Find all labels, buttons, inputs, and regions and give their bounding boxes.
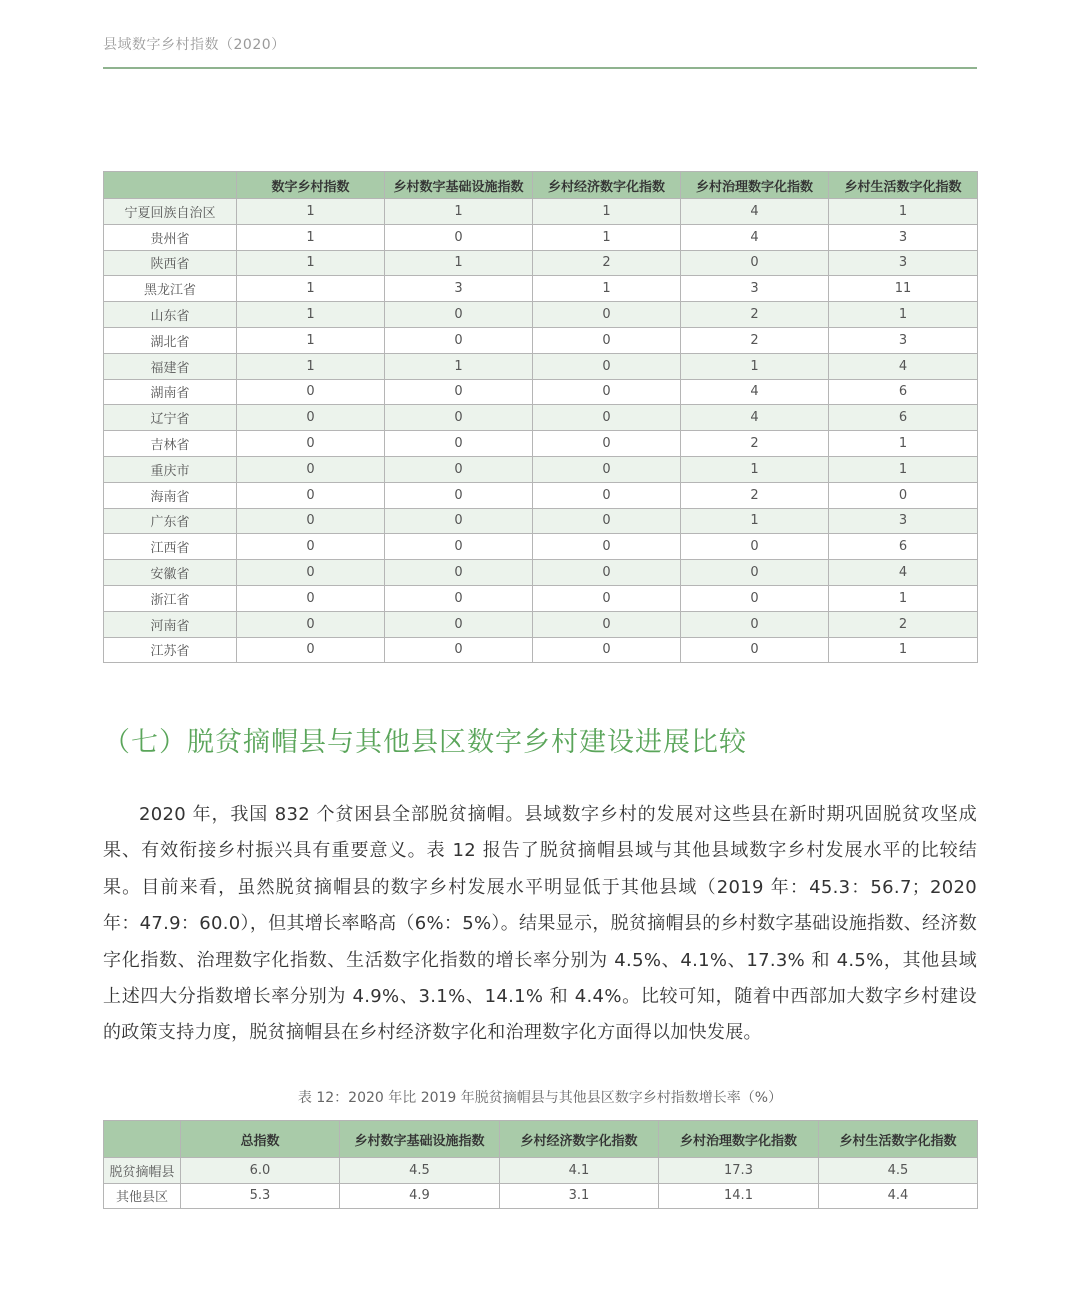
row-label-cell: 湖南省	[104, 379, 237, 405]
body-paragraph: 2020 年，我国 832 个贫困县全部脱贫摘帽。县域数字乡村的发展对这些县在新时期巩固脱贫攻坚成果、有效衔接乡村振兴具有重要意义。表 12 报告了脱贫摘帽县域与其他县域数字乡村发展水平的比较结果。目前来看，虽然脱贫摘帽县的数字乡村发展水平明显低于其他县域（2019 年：45.3：56.7；2020 年：47.9：60.0），但其增长率略高（6%：5%）。结果显示，脱贫摘帽县的乡村数字基础设施指数、经济数字化指数、治理数字化指数、生活数字化指数的增长率分别为 4.5%、4.1%、17.3% 和 4.5%，其他县域上述四大分指数增长率分别为 4.9%、3.1%、14.1% 和 4.4%。比较可知，随着中西部加大数字乡村建设的政策支持力度，脱贫摘帽县在乡村经济数字化和治理数字化方面得以加快发展。	[103, 804, 977, 1044]
value-cell: 0	[681, 250, 829, 276]
table-row	[104, 560, 978, 586]
row-label-cell: 贵州省	[104, 224, 237, 250]
row-label-cell: 宁夏回族自治区	[104, 199, 237, 225]
value-cell: 4.9	[340, 1183, 500, 1209]
value-cell: 1	[829, 637, 978, 663]
table-row	[104, 611, 978, 637]
value-cell: 1	[829, 302, 978, 328]
value-cell: 0	[533, 508, 681, 534]
value-cell: 0	[237, 431, 385, 457]
table-row	[104, 327, 978, 353]
value-cell: 0	[533, 560, 681, 586]
value-cell: 1	[681, 353, 829, 379]
value-cell: 1	[681, 508, 829, 534]
column-header: 总指数	[181, 1121, 340, 1158]
value-cell: 1	[385, 353, 533, 379]
value-cell: 1	[237, 199, 385, 225]
value-cell: 6	[829, 534, 978, 560]
value-cell: 0	[681, 560, 829, 586]
value-cell: 6.0	[181, 1158, 340, 1184]
value-cell: 4	[829, 560, 978, 586]
table-row	[104, 534, 978, 560]
value-cell: 0	[385, 560, 533, 586]
value-cell: 3	[829, 224, 978, 250]
row-label-cell: 江西省	[104, 534, 237, 560]
table-body	[104, 199, 978, 663]
row-label-cell: 吉林省	[104, 431, 237, 457]
value-cell: 0	[533, 637, 681, 663]
value-cell: 1	[237, 327, 385, 353]
value-cell: 4	[681, 379, 829, 405]
value-cell: 0	[681, 585, 829, 611]
table-row	[104, 250, 978, 276]
value-cell: 1	[829, 199, 978, 225]
column-header	[104, 172, 237, 199]
value-cell: 4	[681, 199, 829, 225]
value-cell: 0	[237, 534, 385, 560]
value-cell: 1	[237, 224, 385, 250]
value-cell: 0	[237, 637, 385, 663]
row-label-cell: 黑龙江省	[104, 276, 237, 302]
value-cell: 3	[829, 327, 978, 353]
table-body	[104, 1158, 978, 1209]
value-cell: 0	[385, 585, 533, 611]
value-cell: 0	[385, 431, 533, 457]
value-cell: 2	[829, 611, 978, 637]
value-cell: 1	[829, 585, 978, 611]
value-cell: 0	[533, 611, 681, 637]
value-cell: 0	[533, 405, 681, 431]
value-cell: 5.3	[181, 1183, 340, 1209]
value-cell: 4	[681, 224, 829, 250]
value-cell: 0	[237, 456, 385, 482]
table-row	[104, 1183, 978, 1209]
value-cell: 0	[385, 405, 533, 431]
column-header: 乡村治理数字化指数	[681, 172, 829, 199]
section-heading: （七）脱贫摘帽县与其他县区数字乡村建设进展比较	[103, 727, 747, 758]
column-header: 数字乡村指数	[237, 172, 385, 199]
value-cell: 0	[385, 327, 533, 353]
row-label-cell: 其他县区	[104, 1183, 181, 1209]
growth-rate-table	[103, 1120, 978, 1209]
value-cell: 1	[237, 276, 385, 302]
row-label-cell: 福建省	[104, 353, 237, 379]
table-row	[104, 302, 978, 328]
value-cell: 1	[533, 199, 681, 225]
value-cell: 0	[681, 611, 829, 637]
value-cell: 0	[681, 637, 829, 663]
column-header: 乡村数字基础设施指数	[385, 172, 533, 199]
column-header: 乡村治理数字化指数	[659, 1121, 819, 1158]
table-row	[104, 508, 978, 534]
value-cell: 0	[385, 379, 533, 405]
column-header: 乡村生活数字化指数	[829, 172, 978, 199]
value-cell: 0	[533, 585, 681, 611]
row-label-cell: 广东省	[104, 508, 237, 534]
value-cell: 0	[237, 379, 385, 405]
value-cell: 1	[533, 276, 681, 302]
row-label-cell: 脱贫摘帽县	[104, 1158, 181, 1184]
value-cell: 3	[829, 250, 978, 276]
value-cell: 0	[533, 302, 681, 328]
value-cell: 4.5	[340, 1158, 500, 1184]
value-cell: 0	[533, 327, 681, 353]
table-row	[104, 199, 978, 225]
value-cell: 0	[385, 637, 533, 663]
value-cell: 0	[237, 585, 385, 611]
column-header: 乡村生活数字化指数	[819, 1121, 978, 1158]
value-cell: 0	[385, 534, 533, 560]
table-caption: 表 12：2020 年比 2019 年脱贫摘帽县与其他县区数字乡村指数增长率（%）	[297, 1090, 783, 1106]
value-cell: 1	[237, 353, 385, 379]
value-cell: 4.4	[819, 1183, 978, 1209]
value-cell: 0	[385, 456, 533, 482]
value-cell: 0	[385, 302, 533, 328]
value-cell: 6	[829, 405, 978, 431]
row-label-cell: 湖北省	[104, 327, 237, 353]
table-row	[104, 456, 978, 482]
header-rule	[103, 67, 977, 69]
value-cell: 0	[385, 482, 533, 508]
value-cell: 0	[533, 353, 681, 379]
value-cell: 0	[385, 611, 533, 637]
value-cell: 14.1	[659, 1183, 819, 1209]
value-cell: 0	[237, 405, 385, 431]
value-cell: 0	[829, 482, 978, 508]
row-label-cell: 安徽省	[104, 560, 237, 586]
value-cell: 2	[533, 250, 681, 276]
row-label-cell: 重庆市	[104, 456, 237, 482]
value-cell: 3	[829, 508, 978, 534]
row-label-cell: 山东省	[104, 302, 237, 328]
value-cell: 0	[681, 534, 829, 560]
table-row	[104, 482, 978, 508]
table-row	[104, 637, 978, 663]
value-cell: 3	[385, 276, 533, 302]
value-cell: 0	[237, 560, 385, 586]
value-cell: 0	[385, 224, 533, 250]
value-cell: 2	[681, 482, 829, 508]
value-cell: 11	[829, 276, 978, 302]
table-row	[104, 224, 978, 250]
value-cell: 0	[237, 508, 385, 534]
value-cell: 0	[533, 456, 681, 482]
value-cell: 1	[681, 456, 829, 482]
table-row	[104, 431, 978, 457]
province-ranking-table	[103, 171, 978, 663]
value-cell: 2	[681, 302, 829, 328]
value-cell: 3	[681, 276, 829, 302]
column-header	[104, 1121, 181, 1158]
table-header-row	[104, 1121, 978, 1158]
table-row	[104, 276, 978, 302]
row-label-cell: 浙江省	[104, 585, 237, 611]
value-cell: 1	[533, 224, 681, 250]
row-label-cell: 江苏省	[104, 637, 237, 663]
value-cell: 0	[237, 482, 385, 508]
value-cell: 1	[237, 250, 385, 276]
value-cell: 0	[237, 611, 385, 637]
value-cell: 0	[533, 482, 681, 508]
value-cell: 1	[829, 431, 978, 457]
table-row	[104, 353, 978, 379]
column-header: 乡村数字基础设施指数	[340, 1121, 500, 1158]
value-cell: 0	[533, 534, 681, 560]
value-cell: 4.1	[500, 1158, 659, 1184]
value-cell: 0	[533, 379, 681, 405]
value-cell: 17.3	[659, 1158, 819, 1184]
value-cell: 4	[681, 405, 829, 431]
value-cell: 2	[681, 327, 829, 353]
table-row	[104, 405, 978, 431]
table-row	[104, 379, 978, 405]
column-header: 乡村经济数字化指数	[533, 172, 681, 199]
column-header: 乡村经济数字化指数	[500, 1121, 659, 1158]
value-cell: 3.1	[500, 1183, 659, 1209]
table-row	[104, 1158, 978, 1184]
value-cell: 2	[681, 431, 829, 457]
running-header: 县域数字乡村指数（2020）	[103, 37, 286, 53]
value-cell: 1	[829, 456, 978, 482]
value-cell: 0	[385, 508, 533, 534]
value-cell: 0	[533, 431, 681, 457]
row-label-cell: 辽宁省	[104, 405, 237, 431]
row-label-cell: 河南省	[104, 611, 237, 637]
value-cell: 4	[829, 353, 978, 379]
value-cell: 6	[829, 379, 978, 405]
table-row	[104, 585, 978, 611]
value-cell: 1	[385, 250, 533, 276]
table-header-row	[104, 172, 978, 199]
value-cell: 1	[237, 302, 385, 328]
row-label-cell: 海南省	[104, 482, 237, 508]
row-label-cell: 陕西省	[104, 250, 237, 276]
value-cell: 4.5	[819, 1158, 978, 1184]
value-cell: 1	[385, 199, 533, 225]
